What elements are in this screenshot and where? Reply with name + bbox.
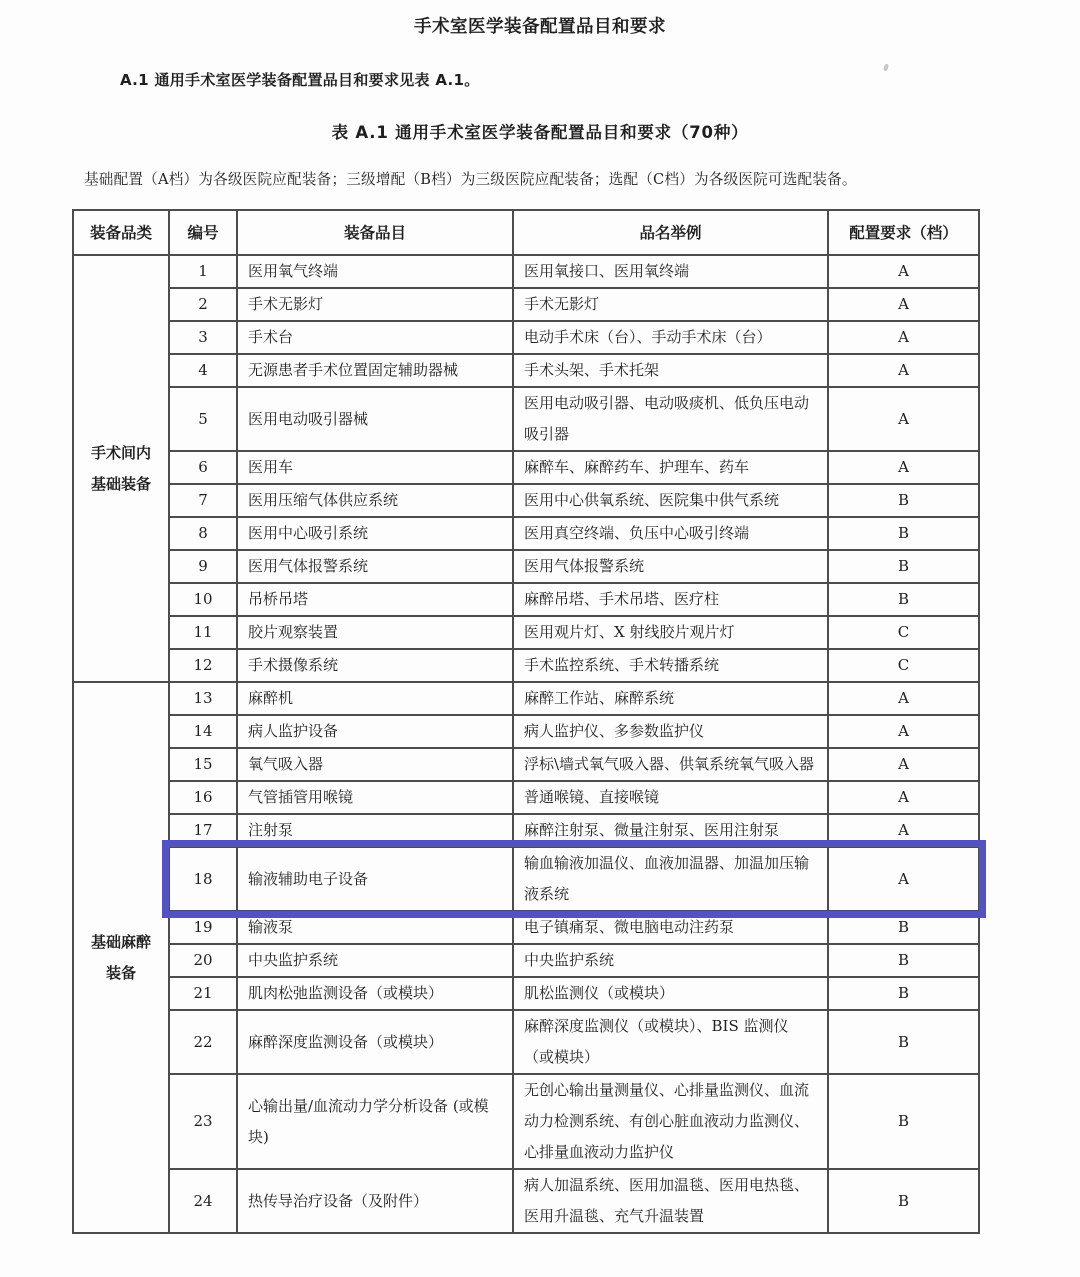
config-grade-cell: B [828, 1169, 979, 1233]
equipment-item-cell: 医用压缩气体供应系统 [237, 484, 513, 517]
equipment-item-cell: 胶片观察装置 [237, 616, 513, 649]
product-examples-cell: 电动手术床（台）、手动手术床（台） [513, 321, 828, 354]
table-caption: 表 A.1 通用手术室医学装备配置品目和要求（70种） [331, 123, 749, 142]
table-row [73, 911, 979, 944]
equipment-item-cell: 医用氧气终端 [237, 255, 513, 288]
category-cell: 基础麻醉装备 [73, 682, 169, 1233]
table-header-row [73, 210, 979, 255]
row-number-cell: 10 [169, 583, 237, 616]
config-grade-cell: B [828, 911, 979, 944]
config-grade-cell: B [828, 977, 979, 1010]
equipment-item-cell: 心输出量/血流动力学分析设备 (或模块) [237, 1074, 513, 1169]
config-grade-cell: A [828, 682, 979, 715]
config-grade-cell: B [828, 517, 979, 550]
table-row [73, 1074, 979, 1169]
table-row [73, 847, 979, 911]
equipment-item-cell: 医用电动吸引器械 [237, 387, 513, 451]
row-number-cell: 8 [169, 517, 237, 550]
config-grade-cell: C [828, 649, 979, 682]
table-row [73, 715, 979, 748]
equipment-table-wrapper [72, 209, 978, 1234]
column-header: 配置要求（档） [828, 210, 979, 255]
product-examples-cell: 麻醉工作站、麻醉系统 [513, 682, 828, 715]
row-number-cell: 9 [169, 550, 237, 583]
row-number-cell: 14 [169, 715, 237, 748]
product-examples-cell: 肌松监测仪（或模块） [513, 977, 828, 1010]
product-examples-cell: 手术监控系统、手术转播系统 [513, 649, 828, 682]
equipment-item-cell: 手术摄像系统 [237, 649, 513, 682]
table-row [73, 944, 979, 977]
product-examples-cell: 麻醉注射泵、微量注射泵、医用注射泵 [513, 814, 828, 847]
config-grade-cell: B [828, 1010, 979, 1074]
row-number-cell: 2 [169, 288, 237, 321]
product-examples-cell: 医用氧接口、医用氧终端 [513, 255, 828, 288]
equipment-item-cell: 气管插管用喉镜 [237, 781, 513, 814]
equipment-item-cell: 无源患者手术位置固定辅助器械 [237, 354, 513, 387]
row-number-cell: 1 [169, 255, 237, 288]
row-number-cell: 12 [169, 649, 237, 682]
row-number-cell: 4 [169, 354, 237, 387]
table-row [73, 748, 979, 781]
table-row [73, 682, 979, 715]
column-header: 编号 [169, 210, 237, 255]
row-number-cell: 23 [169, 1074, 237, 1169]
equipment-item-cell: 肌肉松弛监测设备（或模块） [237, 977, 513, 1010]
category-cell: 手术间内基础装备 [73, 255, 169, 682]
equipment-table [72, 209, 980, 1234]
equipment-item-cell: 注射泵 [237, 814, 513, 847]
row-number-cell: 7 [169, 484, 237, 517]
column-header: 装备品类 [73, 210, 169, 255]
product-examples-cell: 麻醉车、麻醉药车、护理车、药车 [513, 451, 828, 484]
table-row [73, 1010, 979, 1074]
row-number-cell: 13 [169, 682, 237, 715]
product-examples-cell: 中央监护系统 [513, 944, 828, 977]
config-grade-cell: A [828, 814, 979, 847]
grade-note: 基础配置（A档）为各级医院应配装备；三级增配（B档）为三级医院应配装备；选配（C档）为各级医院可选配装备。 [84, 171, 857, 188]
config-grade-cell: B [828, 550, 979, 583]
product-examples-cell: 医用气体报警系统 [513, 550, 828, 583]
config-grade-cell: A [828, 451, 979, 484]
equipment-item-cell: 输液辅助电子设备 [237, 847, 513, 911]
equipment-item-cell: 手术台 [237, 321, 513, 354]
row-number-cell: 6 [169, 451, 237, 484]
product-examples-cell: 无创心输出量测量仪、心排量监测仪、血流动力检测系统、有创心脏血液动力监测仪、心排量血液动力监护仪 [513, 1074, 828, 1169]
product-examples-cell: 浮标\墙式氧气吸入器、供氧系统氧气吸入器 [513, 748, 828, 781]
config-grade-cell: B [828, 583, 979, 616]
product-examples-cell: 医用中心供氧系统、医院集中供气系统 [513, 484, 828, 517]
row-number-cell: 11 [169, 616, 237, 649]
column-header: 装备品目 [237, 210, 513, 255]
page-title: 手术室医学装备配置品目和要求 [414, 17, 666, 37]
config-grade-cell: A [828, 781, 979, 814]
equipment-item-cell: 输液泵 [237, 911, 513, 944]
table-row [73, 354, 979, 387]
table-row [73, 550, 979, 583]
equipment-item-cell: 吊桥吊塔 [237, 583, 513, 616]
table-row [73, 781, 979, 814]
table-row [73, 649, 979, 682]
equipment-item-cell: 中央监护系统 [237, 944, 513, 977]
product-examples-cell: 输血输液加温仪、血液加温器、加温加压输液系统 [513, 847, 828, 911]
table-row [73, 321, 979, 354]
table-row [73, 451, 979, 484]
table-row [73, 255, 979, 288]
table-row [73, 517, 979, 550]
row-number-cell: 20 [169, 944, 237, 977]
table-row [73, 288, 979, 321]
row-number-cell: 16 [169, 781, 237, 814]
product-examples-cell: 手术头架、手术托架 [513, 354, 828, 387]
config-grade-cell: C [828, 616, 979, 649]
config-grade-cell: A [828, 387, 979, 451]
row-number-cell: 15 [169, 748, 237, 781]
product-examples-cell: 病人加温系统、医用加温毯、医用电热毯、医用升温毯、充气升温装置 [513, 1169, 828, 1233]
config-grade-cell: A [828, 288, 979, 321]
table-row [73, 1169, 979, 1233]
product-examples-cell: 医用观片灯、X 射线胶片观片灯 [513, 616, 828, 649]
table-row [73, 484, 979, 517]
config-grade-cell: A [828, 847, 979, 911]
config-grade-cell: A [828, 715, 979, 748]
row-number-cell: 19 [169, 911, 237, 944]
row-number-cell: 24 [169, 1169, 237, 1233]
table-row [73, 387, 979, 451]
product-examples-cell: 麻醉吊塔、手术吊塔、医疗柱 [513, 583, 828, 616]
table-row [73, 616, 979, 649]
equipment-item-cell: 麻醉深度监测设备（或模块） [237, 1010, 513, 1074]
config-grade-cell: A [828, 255, 979, 288]
config-grade-cell: A [828, 354, 979, 387]
intro-paragraph: A.1 通用手术室医学装备配置品目和要求见表 A.1。 [120, 71, 480, 89]
product-examples-cell: 手术无影灯 [513, 288, 828, 321]
product-examples-cell: 麻醉深度监测仪（或模块）、BIS 监测仪（或模块） [513, 1010, 828, 1074]
equipment-item-cell: 医用气体报警系统 [237, 550, 513, 583]
config-grade-cell: B [828, 484, 979, 517]
product-examples-cell: 医用电动吸引器、电动吸痰机、低负压电动吸引器 [513, 387, 828, 451]
product-examples-cell: 病人监护仪、多参数监护仪 [513, 715, 828, 748]
equipment-item-cell: 麻醉机 [237, 682, 513, 715]
table-row [73, 977, 979, 1010]
column-header: 品名举例 [513, 210, 828, 255]
row-number-cell: 5 [169, 387, 237, 451]
table-row [73, 583, 979, 616]
config-grade-cell: B [828, 944, 979, 977]
row-number-cell: 21 [169, 977, 237, 1010]
equipment-item-cell: 病人监护设备 [237, 715, 513, 748]
row-number-cell: 17 [169, 814, 237, 847]
product-examples-cell: 医用真空终端、负压中心吸引终端 [513, 517, 828, 550]
equipment-item-cell: 手术无影灯 [237, 288, 513, 321]
config-grade-cell: B [828, 1074, 979, 1169]
table-row [73, 814, 979, 847]
product-examples-cell: 电子镇痛泵、微电脑电动注药泵 [513, 911, 828, 944]
equipment-item-cell: 医用车 [237, 451, 513, 484]
row-number-cell: 3 [169, 321, 237, 354]
row-number-cell: 22 [169, 1010, 237, 1074]
row-number-cell: 18 [169, 847, 237, 911]
config-grade-cell: A [828, 321, 979, 354]
config-grade-cell: A [828, 748, 979, 781]
equipment-item-cell: 热传导治疗设备（及附件） [237, 1169, 513, 1233]
equipment-item-cell: 氧气吸入器 [237, 748, 513, 781]
equipment-item-cell: 医用中心吸引系统 [237, 517, 513, 550]
product-examples-cell: 普通喉镜、直接喉镜 [513, 781, 828, 814]
